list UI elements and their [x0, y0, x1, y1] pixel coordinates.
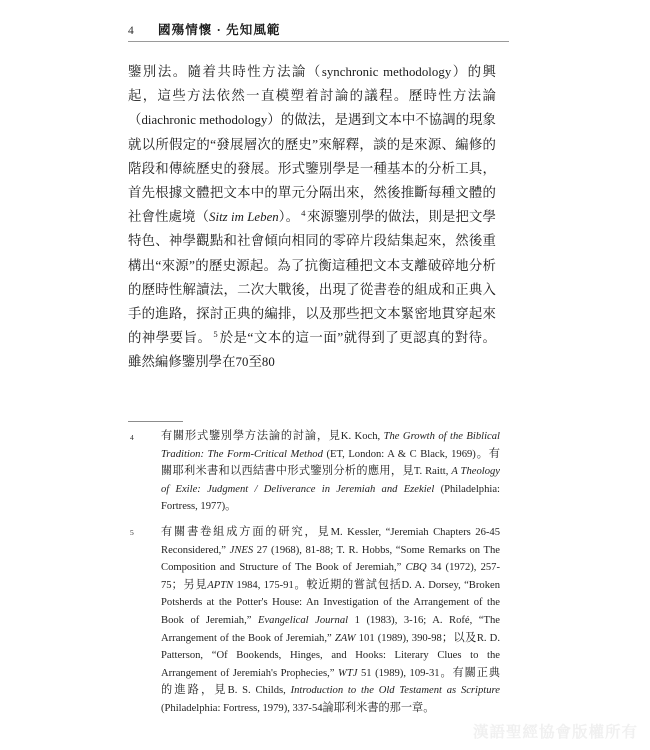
header-divider [128, 41, 509, 42]
footnote-item [128, 428, 500, 516]
footnote-number: 4 [130, 432, 134, 442]
footnote-number: 5 [130, 528, 134, 538]
footnote-section [128, 428, 500, 718]
footnote-text: 有關書卷組成方面的研究，見M. Kessler, “Jeremiah Chapters 26-45 Reconsidered,” JNES 27 (1968), 81-88; T. R. Hobbs, “Some Remarks on The Composition and Structure of The Book of Jeremiah,” CBQ 34 (1972), 257-75；另見APTN 1984, 175-91。較近期的嘗試包括D. A. Dorsey, “Broken Potsherds at the Potter's House: An Investigation of the Arrangement of the Book of Jeremiah,” Evangelical Journal 1 (1983), 3-16; A. Rofé, “The Arrangement of the Book of Jeremiah,” ZAW 101 (1989), 390-98；以及R. D. Patterson, “Of Bookends, Hinges, and Hooks: Literary Clues to the Arrangement of Jeremiah's Prophecies,” WTJ 51 (1989), 109-31。有關正典的進路，見B. S. Childs, Introduction to the Old Testament as Scripture (Philadelphia: Fortress, 1979), 337-54論耶利米書的那一章。 [161, 525, 500, 714]
footnote-separator-rule [128, 421, 183, 422]
footnote-item [128, 524, 500, 718]
page-number: 4 [128, 25, 134, 37]
running-head-title: 國殤情懷 · 先知風範 [158, 23, 281, 37]
running-head [128, 20, 508, 38]
body-text-block [128, 60, 496, 375]
footnote-text: 有關形式鑒別學方法論的討論，見K. Koch, The Growth of the Biblical Tradition: The Form-Critical Method (ET, London: A & C Black, 1969)。有關耶利米書和以西結書中形式鑒別分析的應用，見T. Raitt, A Theology of Exile: Judgment / Deliverance in Jeremiah and Ezekiel (Philadelphia: Fortress, 1977)。 [161, 430, 500, 513]
copyright-watermark: 漢語聖經協會版權所有 [472, 723, 638, 741]
body-paragraph: 鑒別法。隨着共時性方法論（synchronic methodology）的興起，這些方法依然一直模塑着討論的議程。歷時性方法論（diachronic methodology）的做法，是遇到文本中不協調的現象就以所假定的“發展層次的歷史”來解釋，談的是來源、編修的階段和傳統歷史的發展。形式鑒別學是一種基本的分析工具，首先根據文體把文本中的單元分隔出來，然後推斷每種文體的社會性處境（Sitz im Leben）。 $^4$ 來源鑒別學的做法，則是把文學特色、神學觀點和社會傾向相同的零碎片段結集起來，然後重構出“來源”的歷史源起。為了抗衡這種把文本支離破碎地分析的歷時性解讀法，二次大戰後，出現了從書卷的組成和正典入手的進路，探討正典的編排，以及那些把文本緊密地貫穿起來的神學要旨。 $^5$ 於是“文本的這一面”就得到了更認真的對待。雖然編修鑒別學在70至80 [128, 64, 497, 370]
